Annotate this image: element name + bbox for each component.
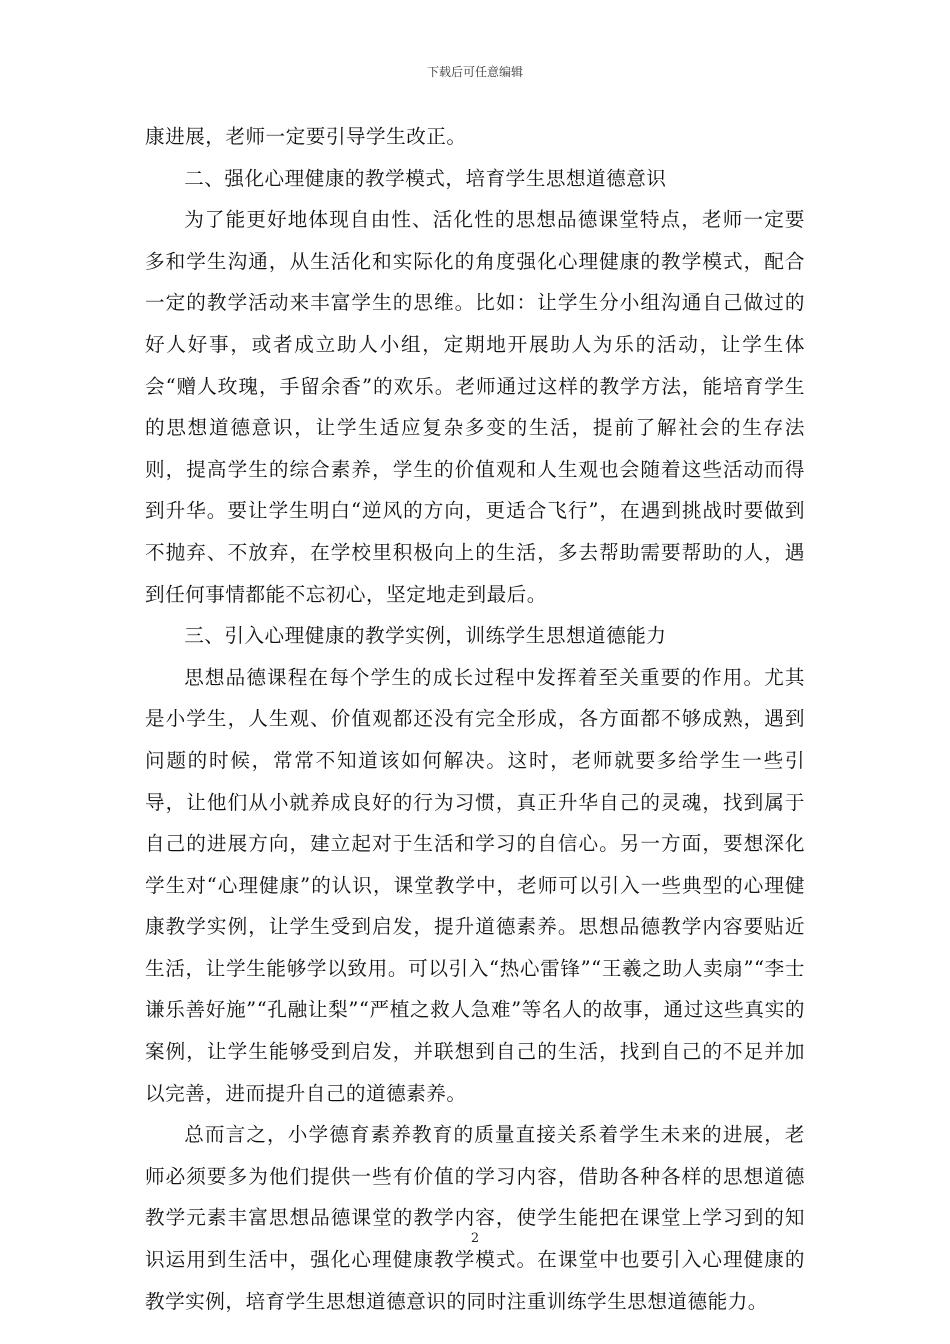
section-heading-2: 二、强化心理健康的教学模式，培育学生思想道德意识 bbox=[184, 166, 667, 190]
paragraph-conclusion: 总而言之，小学德育素养教育的质量直接关系着学生未来的进展，老师必须要多为他们提供一些有价值的学习内容，借助各种各样的思想道德教学元素丰富思想品德课堂的教学内容，使学生能把在课堂上学习到的知识运用到生活中，强化心理健康教学模式。在课堂中也要引入心理健康的教学实例，培育学生思想道德意识的同时注重训练学生思想道德能力。 bbox=[145, 1123, 805, 1313]
section-heading-3: 三、引入心理健康的教学实例，训练学生思想道德能力 bbox=[184, 624, 667, 648]
page-number: 2 bbox=[470, 1231, 480, 1246]
paragraph-body: 思想品德课程在每个学生的成长过程中发挥着至关重要的作用。尤其是小学生，人生观、价值观都还没有完全形成，各方面都不够成熟，遇到问题的时候，常常不知道该如何解决。这时，老师就要多给学生一些引导，让他们从小就养成良好的行为习惯，真正升华自己的灵魂，找到属于自己的进展方向，建立起对于生活和学习的自信心。另一方面，要想深化学生对“心理健康”的认识，课堂教学中，老师可以引入一些典型的心理健康教学实例，让学生受到启发，提升道德素养。思想品德教学内容要贴近生活，让学生能够学以致用。可以引入“热心雷锋”“王羲之助人卖扇”“李士谦乐善好施”“孔融让梨”“严植之救人急难”等名人的故事，通过这些真实的案例，让学生能够受到启发，并联想到自己的生活，找到自己的不足并加以完善，进而提升自己的道德素养。 bbox=[145, 665, 805, 1105]
paragraph-continuation: 康进展，老师一定要引导学生改正。 bbox=[145, 125, 467, 148]
paragraph-body: 为了能更好地体现自由性、活化性的思想品德课堂特点，老师一定要多和学生沟通，从生活化和实际化的角度强化心理健康的教学模式，配合一定的教学活动来丰富学生的思维。比如：让学生分小组沟通自己做过的好人好事，或者成立助人小组，定期地开展助人为乐的活动，让学生体会“赠人玫瑰，手留余香”的欢乐。老师通过这样的教学方法，能培育学生的思想道德意识，让学生适应复杂多变的生活，提前了解社会的生存法则，提高学生的综合素养，学生的价值观和人生观也会随着这些活动而得到升华。要让学生明白“逆风的方向，更适合飞行”，在遇到挑战时要做到不抛弃、不放弃，在学校里积极向上的生活，多去帮助需要帮助的人，遇到任何事情都能不忘初心，坚定地走到最后。 bbox=[145, 208, 805, 606]
document-body bbox=[145, 116, 805, 1322]
page-header: 下载后可任意编辑 bbox=[426, 65, 523, 79]
